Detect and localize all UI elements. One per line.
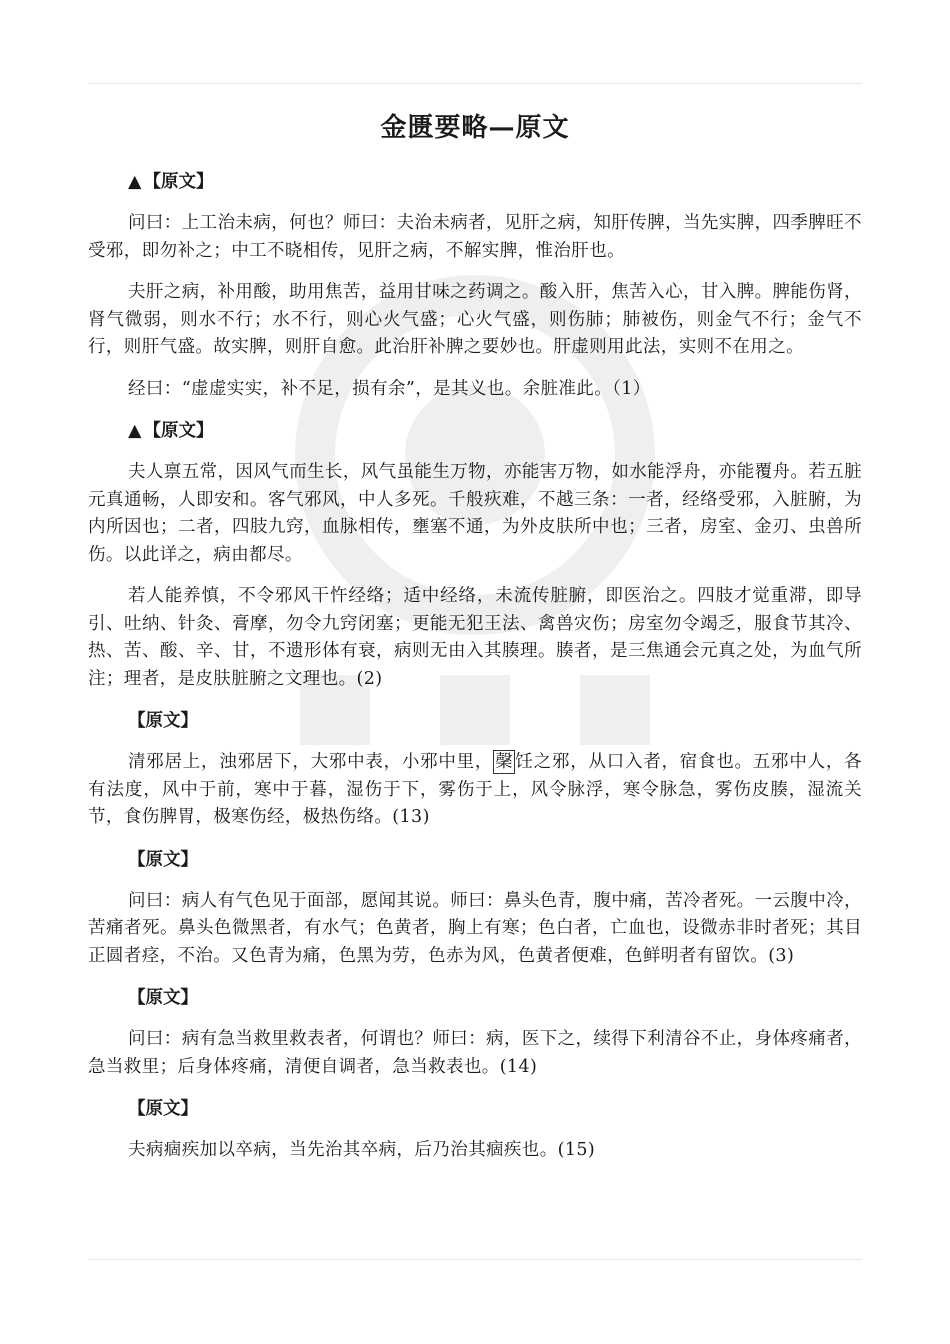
section-heading: 【原文】 [128, 1099, 198, 1119]
section-4 [88, 846, 862, 971]
bottom-divider [88, 1259, 862, 1260]
paragraph: 若人能养慎，不令邪风干忤经络；适中经络，未流传脏腑，即医治之。四肢才觉重滞，即导引、吐纳、针灸、膏摩，勿令九窍闭塞；更能无犯王法、禽兽灾伤；房室勿令竭乏，服食节其冷、热、苦、酸、辛、甘，不遗形体有衰，病则无由入其腠理。腠者，是三焦通会元真之处，为血气所注；理者，是皮肤脏腑之文理也。(2) [88, 586, 862, 689]
section-1 [88, 168, 862, 403]
section-6 [88, 1095, 862, 1165]
section-heading: ▲ 【原文】 [128, 172, 214, 192]
section-2 [88, 417, 862, 693]
paragraph: 问曰：病有急当救里救表者，何谓也？师曰：病，医下之，续得下利清谷不止，身体疼痛者，急当救里；后身体疼痛，清便自调者，急当救表也。(14) [88, 1029, 862, 1077]
boxed-character: 䅽 [495, 752, 514, 772]
section-heading: ▲ 【原文】 [128, 421, 214, 441]
paragraph: 问曰：病人有气色见于面部，愿闻其说。师曰：鼻头色青，腹中痛，苦冷者死。一云腹中冷，苦痛者死。鼻头色微黑者，有水气；色黄者，胸上有寒；色白者，亡血也，设微赤非时者死；其目正圆者痉，不治。又色青为痛，色黑为劳，色赤为风，色黄者便难，色鲜明者有留饮。(3) [88, 890, 862, 966]
section-heading: 【原文】 [128, 711, 198, 731]
triangle-marker-icon: ▲ [128, 421, 142, 441]
paragraph: 夫人禀五常，因风气而生长，风气虽能生万物，亦能害万物，如水能浮舟，亦能覆舟。若五脏元真通畅，人即安和。客气邪风，中人多死。千般疢难，不越三条：一者，经络受邪，入脏腑，为内所因也；二者，四肢九窍，血脉相传，壅塞不通，为外皮肤所中也；三者，房室、金刃、虫兽所伤。以此详之，病由都尽。 [88, 462, 862, 565]
paragraph: 夫肝之病，补用酸，助用焦苦，益用甘味之药调之。酸入肝，焦苦入心，甘入脾。脾能伤肾，肾气微弱，则水不行；水不行，则心火气盛；心火气盛，则伤肺；肺被伤，则金气不行；金气不行，则肝气盛。故实脾，则肝自愈。此治肝补脾之要妙也。肝虚则用此法，实则不在用之。 [88, 282, 862, 357]
section-heading: 【原文】 [128, 849, 198, 870]
paragraph: 问曰：上工治未病，何也？师曰：夫治未病者，见肝之病，知肝传脾，当先实脾，四季脾旺不受邪，即勿补之；中工不晓相传，见肝之病，不解实脾，惟治肝也。 [88, 213, 862, 261]
document-page [88, 108, 862, 1179]
section-3 [88, 707, 862, 832]
paragraph: 夫病痼疾加以卒病，当先治其卒病，后乃治其痼疾也。(15) [128, 1140, 596, 1160]
top-divider [88, 83, 862, 84]
paragraph: 清邪居上，浊邪居下，大邪中表，小邪中里， 䅽 饪之邪，从口入者，宿食也。五邪中人，各有法度，风中于前，寒中于暮，湿伤于下，雾伤于上，风令脉浮，寒令脉急，雾伤皮腠，湿流关节，食伤脾胃，极寒伤经，极热伤络。(13) [88, 752, 862, 827]
section-5 [88, 984, 862, 1081]
triangle-marker-icon: ▲ [128, 172, 142, 192]
paragraph: 经曰：“虚虚实实，补不足，损有余”，是其义也。余脏准此。（1） [128, 378, 651, 399]
document-title: 金匮要略—原文 [380, 113, 570, 143]
section-heading: 【原文】 [128, 988, 198, 1008]
